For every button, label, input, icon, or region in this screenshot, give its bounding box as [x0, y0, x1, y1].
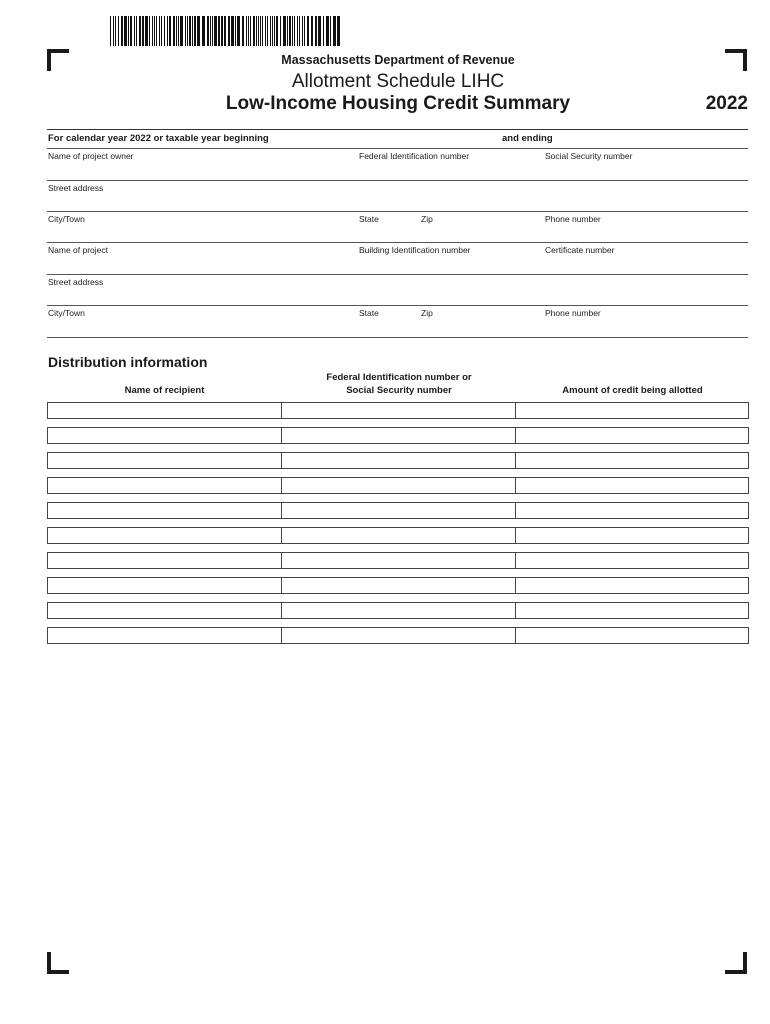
registration-mark-top-right: [725, 49, 747, 71]
owner-phone-field[interactable]: Phone number: [545, 214, 601, 224]
credit-amount-input[interactable]: [516, 402, 749, 419]
table-row: [47, 602, 749, 619]
recipient-id-input[interactable]: [282, 527, 516, 544]
period-ending-label: and ending: [502, 133, 553, 144]
distribution-section-title: Distribution information: [48, 354, 208, 370]
owner-name-field[interactable]: Name of project owner: [48, 151, 134, 161]
table-row: [47, 402, 749, 419]
recipient-id-input[interactable]: [282, 402, 516, 419]
column-header-id-line2: Social Security number: [346, 385, 452, 396]
divider: [47, 180, 748, 181]
divider: [47, 242, 748, 243]
registration-mark-bottom-right: [725, 952, 747, 974]
recipient-id-input[interactable]: [282, 452, 516, 469]
credit-amount-input[interactable]: [516, 427, 749, 444]
column-header-id-number: [282, 371, 516, 397]
recipient-name-input[interactable]: [47, 577, 282, 594]
recipient-name-input[interactable]: [47, 427, 282, 444]
recipient-name-input[interactable]: [47, 452, 282, 469]
owner-city-field[interactable]: City/Town: [48, 214, 85, 224]
owner-street-field[interactable]: Street address: [48, 183, 104, 193]
credit-amount-input[interactable]: [516, 577, 749, 594]
owner-state-field[interactable]: State: [359, 214, 379, 224]
distribution-table: [47, 402, 749, 652]
table-row: [47, 502, 749, 519]
credit-amount-input[interactable]: [516, 527, 749, 544]
divider: [47, 337, 748, 338]
table-row: [47, 577, 749, 594]
project-street-field[interactable]: Street address: [48, 277, 104, 287]
form-name: Allotment Schedule LIHC: [291, 71, 505, 92]
department-name: Massachusetts Department of Revenue: [281, 53, 515, 67]
barcode: [110, 16, 344, 46]
recipient-name-input[interactable]: [47, 477, 282, 494]
building-id-field[interactable]: Building Identification number: [359, 245, 471, 255]
project-zip-field[interactable]: Zip: [421, 308, 433, 318]
project-city-field[interactable]: City/Town: [48, 308, 85, 318]
recipient-id-input[interactable]: [282, 627, 516, 644]
credit-amount-input[interactable]: [516, 552, 749, 569]
recipient-id-input[interactable]: [282, 477, 516, 494]
credit-amount-input[interactable]: [516, 602, 749, 619]
recipient-id-input[interactable]: [282, 602, 516, 619]
registration-mark-top-left: [47, 49, 69, 71]
period-beginning-label: For calendar year 2022 or taxable year beginning: [48, 133, 269, 144]
certificate-number-field[interactable]: Certificate number: [545, 245, 615, 255]
divider: [47, 305, 748, 306]
project-state-field[interactable]: State: [359, 308, 379, 318]
recipient-id-input[interactable]: [282, 427, 516, 444]
owner-ssn-field[interactable]: Social Security number: [545, 151, 633, 161]
project-name-field[interactable]: Name of project: [48, 245, 108, 255]
table-row: [47, 527, 749, 544]
credit-amount-input[interactable]: [516, 477, 749, 494]
recipient-name-input[interactable]: [47, 502, 282, 519]
owner-fein-field[interactable]: Federal Identification number: [359, 151, 470, 161]
project-phone-field[interactable]: Phone number: [545, 308, 601, 318]
credit-amount-input[interactable]: [516, 502, 749, 519]
form-title: Low-Income Housing Credit Summary: [225, 93, 571, 114]
column-header-recipient: Name of recipient: [124, 385, 205, 396]
divider: [47, 274, 748, 275]
recipient-id-input[interactable]: [282, 577, 516, 594]
divider: [47, 129, 748, 130]
recipient-name-input[interactable]: [47, 627, 282, 644]
recipient-id-input[interactable]: [282, 502, 516, 519]
credit-amount-input[interactable]: [516, 452, 749, 469]
table-row: [47, 552, 749, 569]
divider: [47, 211, 748, 212]
registration-mark-bottom-left: [47, 952, 69, 974]
owner-zip-field[interactable]: Zip: [421, 214, 433, 224]
table-row: [47, 477, 749, 494]
recipient-name-input[interactable]: [47, 402, 282, 419]
tax-year: 2022: [705, 93, 748, 114]
column-header-id-line1: Federal Identification number or: [326, 372, 472, 383]
table-row: [47, 427, 749, 444]
credit-amount-input[interactable]: [516, 627, 749, 644]
divider: [47, 148, 748, 149]
table-row: [47, 627, 749, 644]
recipient-id-input[interactable]: [282, 552, 516, 569]
recipient-name-input[interactable]: [47, 602, 282, 619]
table-row: [47, 452, 749, 469]
recipient-name-input[interactable]: [47, 527, 282, 544]
column-header-amount: Amount of credit being allotted: [562, 385, 703, 396]
recipient-name-input[interactable]: [47, 552, 282, 569]
